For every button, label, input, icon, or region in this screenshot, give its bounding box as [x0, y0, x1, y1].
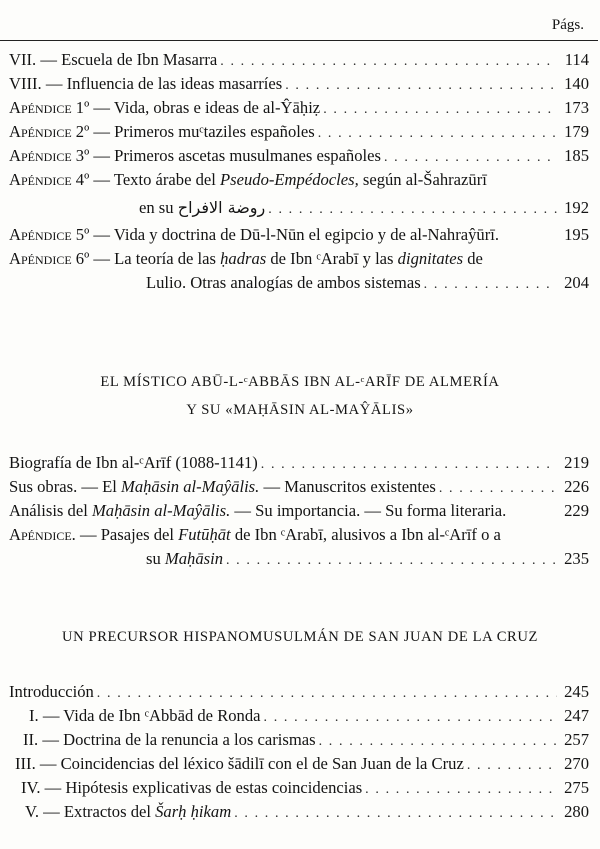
- section-2-title-line-1: EL MÍSTICO ABŪ-L-ᶜABBĀS IBN AL-ᶜARĪF DE ALMERÍA: [100, 374, 500, 390]
- toc-page-number: 235: [564, 549, 589, 568]
- appendix-label: Apéndice 4º: [9, 170, 90, 189]
- toc-entry-italic: ḥadras: [220, 249, 267, 268]
- toc-section-1: [9, 48, 589, 295]
- toc-entry-title: VII. — Escuela de Ibn Masarra: [9, 50, 218, 69]
- leader-dots: [282, 74, 557, 98]
- toc-entry-title: Análisis del: [9, 501, 92, 520]
- toc-entry[interactable]: [9, 271, 589, 295]
- toc-entry-title: — Texto árabe del: [89, 170, 221, 189]
- toc-entry[interactable]: [9, 728, 589, 752]
- toc-entry-title: — La teoría de las: [89, 249, 221, 268]
- appendix-label: Apéndice 5º: [9, 225, 90, 244]
- toc-entry-title: Introducción: [9, 682, 94, 701]
- toc-page-number: 219: [564, 453, 589, 472]
- toc-page-number: 229: [564, 501, 589, 520]
- toc-page-number: 140: [564, 74, 589, 93]
- toc-entry-title: — Vida y doctrina de Dū-l-Nūn el egipcio y de al-Nahraŷūrī.: [89, 225, 499, 244]
- appendix-label: Apéndice 6º: [9, 249, 90, 268]
- toc-entry[interactable]: [9, 499, 589, 523]
- toc-entry-italic: Pseudo-Empédocles,: [220, 170, 359, 189]
- toc-entry-italic: Maḥāsin: [164, 549, 223, 568]
- toc-entry[interactable]: [9, 223, 589, 247]
- toc-entry[interactable]: [9, 475, 589, 499]
- header-rule: [0, 40, 598, 41]
- leader-dots: [464, 754, 557, 778]
- toc-entry[interactable]: [9, 451, 589, 475]
- toc-entry-title: II. — Doctrina de la renuncia a los carismas: [23, 730, 316, 749]
- toc-entry[interactable]: [9, 168, 589, 192]
- toc-entry[interactable]: [9, 144, 589, 168]
- toc-entry-italic: Maḥāsin al-Maŷālis.: [91, 501, 231, 520]
- toc-entry-title: su: [146, 549, 165, 568]
- toc-entry[interactable]: [9, 72, 589, 96]
- toc-entry[interactable]: [9, 680, 589, 704]
- toc-entry-title: — Primeros muᶜtaziles españoles: [89, 122, 315, 141]
- leader-dots: [421, 273, 557, 297]
- leader-dots: [258, 453, 557, 477]
- toc-entry-italic: Futūḥāt: [178, 525, 231, 544]
- leader-dots: [261, 706, 557, 730]
- leader-dots: [381, 146, 557, 170]
- toc-entry-title: Sus obras. — El: [9, 477, 122, 496]
- pags-header: Págs.: [551, 17, 584, 33]
- toc-entry[interactable]: [9, 523, 589, 547]
- leader-dots: [231, 802, 557, 826]
- toc-entry-title: — Pasajes del: [75, 525, 179, 544]
- toc-entry-title: — Vida, obras e ideas de al-Ŷāḥiẓ: [89, 98, 321, 117]
- toc-page-number: 245: [564, 682, 589, 701]
- toc-entry[interactable]: [9, 752, 589, 776]
- toc-page-number: 270: [564, 754, 589, 773]
- toc-entry-title: de Ibn ᶜArabī y las: [266, 249, 398, 268]
- appendix-label: Apéndice 3º: [9, 146, 90, 165]
- leader-dots: [315, 122, 557, 146]
- toc-entry-title: de Ibn ᶜArabī, alusivos a Ibn al-ᶜArīf o a: [230, 525, 501, 544]
- toc-entry-title: V. — Extractos del: [25, 802, 156, 821]
- toc-page-number: 204: [564, 273, 589, 292]
- leader-dots: [265, 194, 557, 225]
- leader-dots: [94, 682, 557, 706]
- toc-page-number: 192: [564, 198, 589, 217]
- toc-entry-title: Biografía de Ibn al-ᶜArīf (1088-1141): [9, 453, 258, 472]
- toc-entry-italic: dignitates: [397, 249, 464, 268]
- leader-dots: [436, 477, 557, 501]
- toc-entry[interactable]: [9, 96, 589, 120]
- toc-section-2: [9, 451, 589, 571]
- toc-entry-italic: Šarḥ ḥikam: [155, 802, 232, 821]
- toc-entry-title: — Primeros ascetas musulmanes españoles: [89, 146, 381, 165]
- toc-entry-title: Lulio. Otras analogías de ambos sistemas: [146, 273, 421, 292]
- toc-entry-italic: Maḥāsin al-Maŷālis.: [121, 477, 260, 496]
- toc-entry-title: I. — Vida de Ibn ᶜAbbād de Ronda: [29, 706, 261, 725]
- arabic-title: روضة الافراح: [177, 198, 266, 217]
- toc-page-number: 275: [564, 778, 589, 797]
- toc-entry[interactable]: [9, 120, 589, 144]
- toc-page-number: 195: [564, 225, 589, 244]
- toc-entry[interactable]: [9, 704, 589, 728]
- appendix-label: Apéndice 2º: [9, 122, 90, 141]
- toc-entry[interactable]: [9, 776, 589, 800]
- appendix-label: Apéndice.: [9, 525, 76, 544]
- toc-entry-title: en su: [139, 198, 174, 217]
- toc-entry[interactable]: [9, 48, 589, 72]
- toc-page-number: 179: [564, 122, 589, 141]
- toc-page-number: 257: [564, 730, 589, 749]
- toc-entry-title: VIII. — Influencia de las ideas masarríes: [9, 74, 283, 93]
- toc-page-number: 226: [564, 477, 589, 496]
- appendix-label: Apéndice 1º: [9, 98, 90, 117]
- toc-page-number: 185: [564, 146, 589, 165]
- section-2-title-line-2: Y SU «MAḤĀSIN AL-MAŶĀLIS»: [186, 402, 414, 418]
- toc-entry-title: — Su importancia. — Su forma literaria.: [230, 501, 507, 520]
- toc-entry[interactable]: [9, 247, 589, 271]
- leader-dots: [223, 549, 557, 573]
- toc-entry[interactable]: [9, 800, 589, 824]
- leader-dots: [362, 778, 557, 802]
- toc-entry-title: de: [463, 249, 483, 268]
- leader-dots: [316, 730, 557, 754]
- section-3-title: UN PRECURSOR HISPANOMUSULMÁN DE SAN JUAN DE LA CRUZ: [61, 629, 539, 645]
- toc-page-number: 173: [564, 98, 589, 117]
- toc-entry-title: III. — Coincidencias del léxico šādilī con el de San Juan de la Cruz: [15, 754, 464, 773]
- leader-dots: [320, 98, 557, 122]
- toc-page-number: 280: [564, 802, 589, 821]
- toc-section-3: [9, 680, 589, 824]
- toc-entry-title: según al-Šahrazūrī: [358, 170, 487, 189]
- toc-entry-title: — Manuscritos existentes: [259, 477, 436, 496]
- toc-entry[interactable]: [9, 547, 589, 571]
- toc-entry[interactable]: [9, 192, 589, 223]
- toc-page-number: 114: [564, 50, 589, 69]
- leader-dots: [217, 50, 557, 74]
- toc-page-number: 247: [564, 706, 589, 725]
- toc-entry-title: IV. — Hipótesis explicativas de estas coincidencias: [21, 778, 363, 797]
